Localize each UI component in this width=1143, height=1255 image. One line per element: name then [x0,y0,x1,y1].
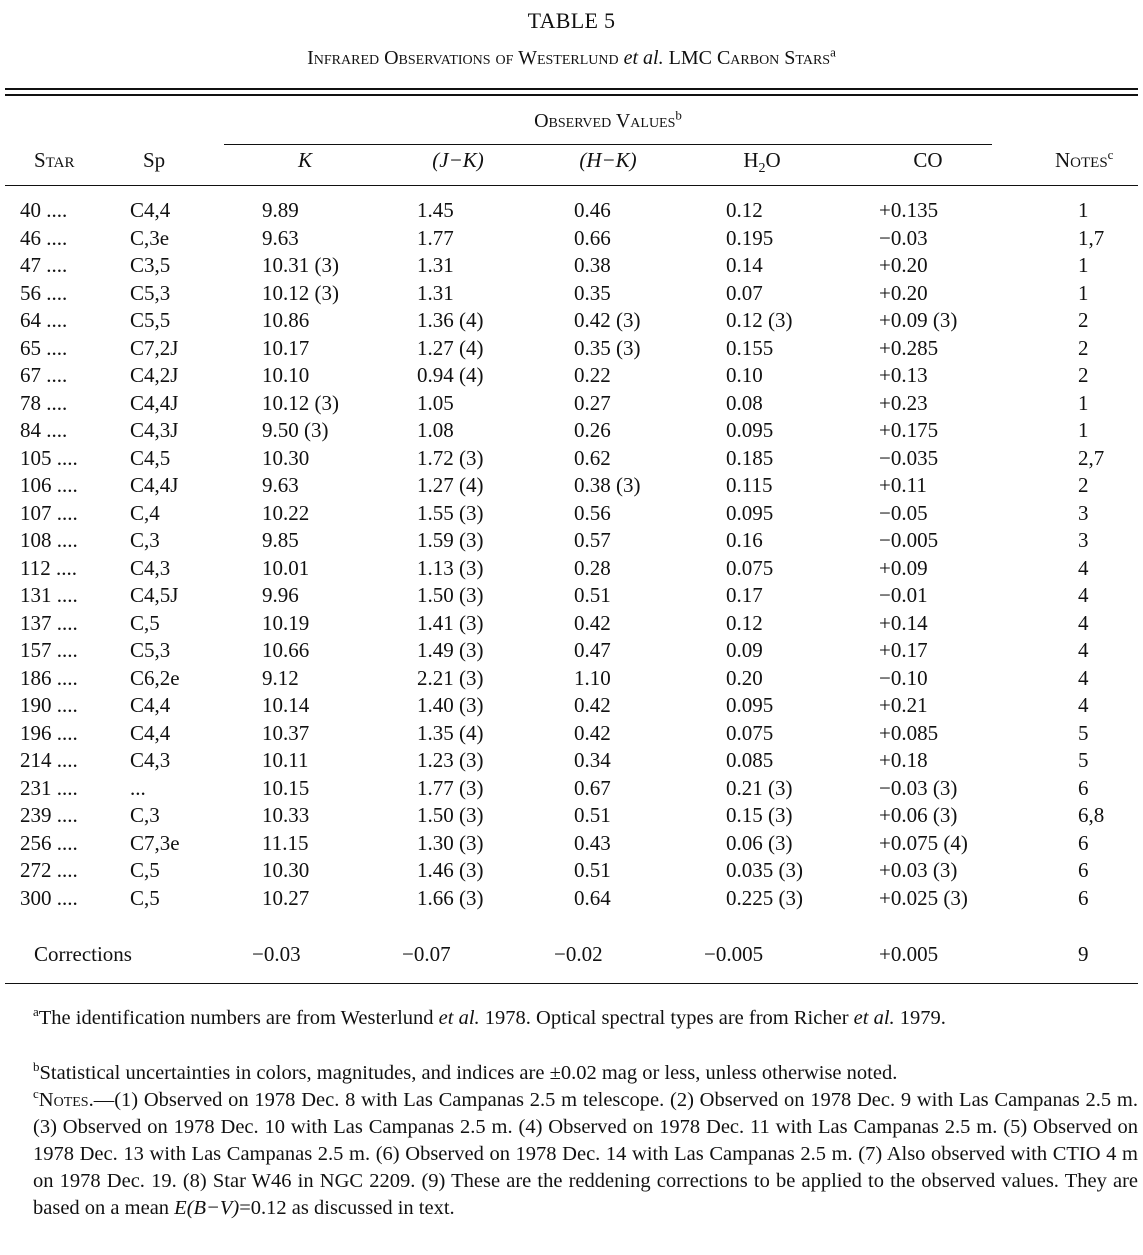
table-row [0,226,1143,253]
cell-jk: 1.55 (3) [417,500,484,525]
cell-co: +0.03 (3) [879,858,958,882]
table-row [0,831,1143,858]
table-row [0,748,1143,775]
cell-hk: 0.42 (3) [574,308,641,332]
header-notes-sup: c [1107,147,1114,162]
cell-co: −0.05 [879,500,928,525]
cell-h2o: 0.09 [726,638,763,662]
cell-star: 67 .... [20,363,68,387]
cell-star: 137 .... [20,610,78,635]
cell-star: 186 .... [20,665,78,690]
cell-co: +0.14 [879,610,928,635]
cell-co: +0.13 [879,363,928,387]
cell-star: 131 .... [20,583,78,607]
cell-h2o: 0.07 [726,280,763,305]
cell-hk: 0.56 [574,500,611,525]
table-row [0,528,1143,555]
cell-sp: C4,2J [130,363,179,387]
table-row [0,776,1143,803]
cell-notes: 4 [1078,610,1089,635]
corrections-h2o: −0.005 [704,942,764,966]
cell-sp: ... [130,775,146,800]
cell-co: +0.085 [879,720,939,745]
footnote-a-text-2: 1978. Optical spectral types are from Richer [479,1007,854,1029]
corrections-hk: −0.02 [554,942,603,966]
cell-notes: 1 [1078,390,1089,415]
header-h2o-tail: O [765,148,781,172]
header-hk [579,148,636,173]
cell-h2o: 0.075 [726,720,774,745]
cell-h2o: 0.06 (3) [726,830,793,855]
cell-notes: 2 [1078,335,1089,360]
table-row [0,501,1143,528]
top-rule-1 [5,88,1138,90]
cell-notes: 2,7 [1078,445,1105,470]
cell-k: 10.86 [262,308,310,332]
cell-sp: C4,3J [130,418,179,442]
cell-star: 231 .... [20,775,78,800]
cell-jk: 1.13 (3) [417,555,484,580]
table-row [0,308,1143,335]
cell-notes: 4 [1078,555,1089,580]
header-k [298,148,312,173]
cell-star: 46 .... [20,225,68,250]
cell-sp: C,3e [130,225,170,250]
cell-hk: 0.51 [574,858,611,882]
cell-sp: C,3 [130,803,160,827]
cell-sp: C3,5 [130,253,171,277]
cell-jk: 1.08 [417,418,454,442]
cell-hk: 0.38 [574,253,611,277]
cell-co: +0.175 [879,418,939,442]
cell-h2o: 0.225 (3) [726,885,803,910]
header-jk-text: (J−K) [432,148,484,172]
cell-jk: 1.27 (4) [417,335,484,360]
cell-h2o: 0.12 [726,610,763,635]
cell-star: 272 .... [20,858,78,882]
footnote-a-etal-2: et al. [853,1007,895,1029]
table-row [0,391,1143,418]
table-subtitle [0,44,1143,70]
table-row [0,418,1143,445]
cell-h2o: 0.095 [726,693,774,717]
cell-hk: 0.43 [574,830,611,855]
observed-values-sup: b [675,107,682,123]
cell-hk: 0.51 [574,583,611,607]
cell-sp: C,3 [130,528,160,552]
header-k-text: K [297,148,313,172]
cell-star: 239 .... [20,803,78,827]
table-row [0,858,1143,885]
subtitle-sup: a [830,44,836,60]
cell-notes: 1 [1078,280,1089,305]
cell-hk: 0.28 [574,555,611,580]
cell-k: 10.01 [262,555,310,580]
cell-notes: 4 [1078,638,1089,662]
corrections-notes: 9 [1078,942,1089,966]
cell-notes: 5 [1078,720,1089,745]
top-rule-2 [5,94,1138,96]
cell-sp: C,4 [130,500,160,525]
cell-k: 10.33 [262,803,310,827]
cell-jk: 1.31 [417,253,454,277]
cell-co: −0.035 [879,445,939,470]
cell-k: 10.27 [262,885,310,910]
subtitle-text: Infrared Observations of Westerlund [307,47,624,69]
header-jk [432,148,484,173]
cell-sp: C4,4 [130,693,171,717]
table-row [0,693,1143,720]
table-row [0,666,1143,693]
table-row [0,638,1143,665]
cell-star: 214 .... [20,748,78,772]
cell-k: 9.96 [262,583,299,607]
cell-h2o: 0.16 [726,528,763,552]
cell-notes: 6 [1078,858,1089,882]
cell-star: 190 .... [20,693,78,717]
table-row [0,473,1143,500]
cell-h2o: 0.035 (3) [726,858,803,882]
cell-co: +0.11 [879,473,927,497]
cell-hk: 0.22 [574,363,611,387]
corrections-k: −0.03 [252,942,301,966]
cell-co: +0.075 (4) [879,830,968,855]
cell-k: 9.63 [262,473,299,497]
footnote-a-text-3: 1979. [894,1007,946,1029]
cell-k: 10.31 (3) [262,253,339,277]
cell-sp: C4,4 [130,720,171,745]
cell-h2o: 0.21 (3) [726,775,793,800]
cell-h2o: 0.115 [726,473,773,497]
cell-sp: C4,4J [130,390,179,415]
footnote-c-text-2: =0.12 as discussed in text. [239,1197,455,1219]
cell-star: 108 .... [20,528,78,552]
cell-jk: 1.31 [417,280,454,305]
cell-sp: C,5 [130,610,160,635]
cell-h2o: 0.10 [726,363,763,387]
table-row [0,336,1143,363]
header-notes [1055,148,1113,173]
cell-notes: 4 [1078,665,1089,690]
table-row [0,886,1143,913]
cell-h2o: 0.185 [726,445,774,470]
cell-k: 10.10 [262,363,310,387]
cell-star: 40 .... [20,198,68,222]
cell-co: −0.10 [879,665,928,690]
cell-sp: C4,3 [130,748,171,772]
table-row [0,281,1143,308]
cell-notes: 2 [1078,473,1089,497]
cell-k: 10.12 (3) [262,280,339,305]
cell-jk: 1.35 (4) [417,720,484,745]
cell-jk: 1.41 (3) [417,610,484,635]
table-row [0,583,1143,610]
cell-star: 157 .... [20,638,78,662]
table-row [0,721,1143,748]
header-h2o [743,148,781,177]
table-row [0,198,1143,225]
cell-h2o: 0.155 [726,335,774,360]
cell-hk: 0.42 [574,720,611,745]
cell-jk: 1.30 (3) [417,830,484,855]
cell-k: 9.63 [262,225,299,250]
header-star: Star [34,148,75,172]
cell-star: 112 .... [20,555,77,580]
cell-h2o: 0.095 [726,500,774,525]
cell-k: 9.50 (3) [262,418,329,442]
cell-hk: 0.57 [574,528,611,552]
cell-jk: 1.36 (4) [417,308,484,332]
cell-h2o: 0.095 [726,418,774,442]
cell-jk: 0.94 (4) [417,363,484,387]
cell-star: 105 .... [20,445,78,470]
footnote-c-mark: c [33,1086,39,1102]
cell-star: 47 .... [20,253,68,277]
cell-k: 10.11 [262,748,309,772]
cell-co: +0.20 [879,280,928,305]
cell-sp: C4,5J [130,583,179,607]
cell-h2o: 0.08 [726,390,763,415]
footnote-b-text: Statistical uncertainties in colors, magnitudes, and indices are ±0.02 mag or less, unless otherwise noted. [39,1062,898,1084]
table-row [0,363,1143,390]
cell-co: +0.23 [879,390,928,415]
cell-sp: C5,3 [130,638,171,662]
header-h2o-sub: 2 [758,161,766,177]
table-row [0,253,1143,280]
footnote-a [5,1005,1138,1032]
cell-co: +0.09 (3) [879,308,958,332]
cell-hk: 0.38 (3) [574,473,641,497]
cell-star: 106 .... [20,473,78,497]
footnote-c-label: Notes. [38,1089,94,1111]
cell-star: 65 .... [20,335,68,360]
corrections-jk: −0.07 [402,942,451,966]
cell-sp: C,5 [130,885,160,910]
cell-co: −0.03 (3) [879,775,958,800]
cell-k: 10.66 [262,638,310,662]
cell-co: +0.09 [879,555,928,580]
cell-notes: 3 [1078,528,1089,552]
cell-k: 10.12 (3) [262,390,339,415]
header-notes-text: Notes [1055,148,1108,172]
cell-sp: C6,2e [130,665,180,690]
footnote-c-eq: E(B−V) [174,1197,240,1219]
cell-sp: C7,2J [130,335,179,360]
cell-star: 256 .... [20,830,78,855]
cell-hk: 0.66 [574,225,611,250]
cell-notes: 4 [1078,583,1089,607]
cell-h2o: 0.085 [726,748,774,772]
subtitle-etal: et al. [623,47,664,69]
observed-values-label: Observed Values [534,110,676,132]
header-h2o-main: H [743,148,759,172]
cell-jk: 1.77 [417,225,454,250]
cell-jk: 1.46 (3) [417,858,484,882]
cell-h2o: 0.15 (3) [726,803,793,827]
cell-notes: 1,7 [1078,225,1105,250]
cell-k: 10.37 [262,720,310,745]
cell-notes: 3 [1078,500,1089,525]
cell-co: −0.01 [879,583,928,607]
cell-hk: 0.47 [574,638,611,662]
header-co: CO [913,148,943,172]
cell-co: +0.06 (3) [879,803,958,827]
cell-co: +0.285 [879,335,939,360]
cell-hk: 0.64 [574,885,611,910]
cell-hk: 1.10 [574,665,611,690]
cell-hk: 0.26 [574,418,611,442]
cell-sp: C4,4 [130,198,171,222]
cell-hk: 0.42 [574,693,611,717]
bottom-rule [5,983,1138,984]
cell-co: −0.005 [879,528,939,552]
cell-star: 107 .... [20,500,78,525]
cell-jk: 1.66 (3) [417,885,484,910]
cell-hk: 0.27 [574,390,611,415]
cell-star: 196 .... [20,720,78,745]
cell-h2o: 0.12 [726,198,763,222]
cell-k: 9.89 [262,198,299,222]
cell-h2o: 0.17 [726,583,763,607]
footnote-b [5,1060,1138,1087]
cell-star: 78 .... [20,390,68,415]
cell-hk: 0.34 [574,748,611,772]
cell-hk: 0.51 [574,803,611,827]
cell-co: +0.135 [879,198,939,222]
cell-h2o: 0.12 (3) [726,308,793,332]
header-sp: Sp [143,148,166,172]
cell-k: 10.22 [262,500,310,525]
cell-hk: 0.46 [574,198,611,222]
cell-notes: 1 [1078,198,1089,222]
cell-sp: C4,3 [130,555,171,580]
header-rule [5,185,1138,186]
cell-star: 84 .... [20,418,68,442]
cell-k: 11.15 [262,830,309,855]
cell-notes: 6 [1078,775,1089,800]
cell-notes: 5 [1078,748,1089,772]
table-row [0,803,1143,830]
cell-sp: C,5 [130,858,160,882]
footnote-c-text-1: —(1) Observed on 1978 Dec. 8 with Las Campanas 2.5 m telescope. (2) Observed on 1978 Dec. 9 with Las Campanas 2.5 m. (3) Observed on 1978 Dec. 10 with Las Campanas 2.5 m. (4) Observed on 1978 Dec. 11 with Las Campanas 2.5 m. (5) Observed on 1978 Dec. 13 with Las Campanas 2.5 m. (6) Observed on 1978 Dec. 14 with Las Campanas 2.5 m. (7) Also observed with CTIO 4 m on 1978 Dec. 19. (8) Star W46 in NGC 2209. (9) These are the reddening corrections to be applied to the observed values. They are based on a mean [33,1089,1138,1219]
cell-notes: 6 [1078,830,1089,855]
cell-sp: C4,4J [130,473,179,497]
cell-h2o: 0.14 [726,253,763,277]
cell-star: 56 .... [20,280,68,305]
cell-co: +0.18 [879,748,928,772]
cell-k: 9.85 [262,528,299,552]
cell-jk: 1.72 (3) [417,445,484,470]
table-row [0,446,1143,473]
subtitle-text-end: LMC Carbon Stars [663,47,831,69]
cell-hk: 0.62 [574,445,611,470]
cell-h2o: 0.195 [726,225,774,250]
cell-notes: 4 [1078,693,1089,717]
cell-co: +0.20 [879,253,928,277]
cell-sp: C5,3 [130,280,171,305]
cell-notes: 2 [1078,308,1089,332]
cell-jk: 1.45 [417,198,454,222]
observed-values-rule [224,144,992,145]
cell-k: 10.30 [262,445,310,470]
cell-jk: 1.50 (3) [417,583,484,607]
table-row [0,611,1143,638]
footnote-a-mark: a [33,1004,39,1020]
cell-jk: 1.05 [417,390,454,415]
observed-values-header [224,107,992,133]
cell-k: 10.15 [262,775,310,800]
cell-k: 10.17 [262,335,310,360]
cell-k: 10.30 [262,858,310,882]
cell-jk: 1.77 (3) [417,775,484,800]
cell-jk: 1.27 (4) [417,473,484,497]
cell-jk: 1.59 (3) [417,528,484,552]
cell-notes: 1 [1078,253,1089,277]
cell-hk: 0.35 [574,280,611,305]
cell-k: 10.14 [262,693,310,717]
corrections-label: Corrections [34,942,132,966]
cell-notes: 2 [1078,363,1089,387]
cell-notes: 6 [1078,885,1089,910]
cell-h2o: 0.20 [726,665,763,690]
cell-co: −0.03 [879,225,928,250]
cell-hk: 0.42 [574,610,611,635]
table-title: TABLE 5 [527,8,616,33]
cell-star: 300 .... [20,885,78,910]
cell-jk: 1.23 (3) [417,748,484,772]
header-hk-text: (H−K) [579,148,637,172]
cell-sp: C5,5 [130,308,171,332]
corrections-co: +0.005 [879,942,939,966]
cell-h2o: 0.075 [726,555,774,580]
footnote-a-etal-1: et al. [438,1007,480,1029]
cell-notes: 1 [1078,418,1089,442]
footnote-c [5,1087,1138,1222]
cell-jk: 1.40 (3) [417,693,484,717]
corrections-row [0,942,1143,972]
footnote-b-mark: b [33,1059,40,1075]
cell-k: 10.19 [262,610,310,635]
cell-hk: 0.67 [574,775,611,800]
cell-jk: 1.50 (3) [417,803,484,827]
cell-jk: 2.21 (3) [417,665,484,690]
cell-sp: C4,5 [130,445,171,470]
cell-co: +0.21 [879,693,928,717]
cell-jk: 1.49 (3) [417,638,484,662]
footnote-a-text-1: The identification numbers are from Westerlund [38,1007,439,1029]
cell-hk: 0.35 (3) [574,335,641,360]
cell-star: 64 .... [20,308,68,332]
cell-sp: C7,3e [130,830,180,855]
cell-co: +0.17 [879,638,928,662]
cell-co: +0.025 (3) [879,885,968,910]
table-row [0,556,1143,583]
cell-k: 9.12 [262,665,299,690]
cell-notes: 6,8 [1078,803,1105,827]
